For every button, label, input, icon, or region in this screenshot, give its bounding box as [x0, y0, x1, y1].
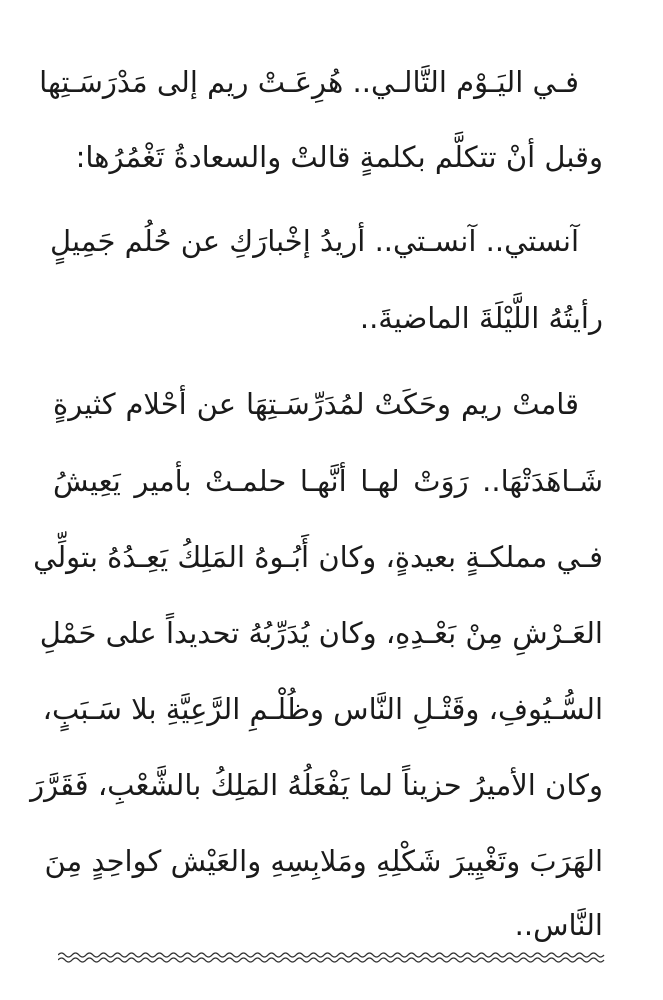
paragraph-1-line-2: وقبل أنْ تتكلَّم بكلمةٍ قالتْ والسعادةُ تَغْمُرُها: [75, 140, 603, 174]
paragraph-1-line-1: فـي اليَـوْم التَّالـي.. هُرِعَـتْ ريم إلى مَدْرَسَـتِها [39, 65, 579, 99]
paragraph-3-line-7: الهَرَبَ وتَغْيِيرَ شَكْلِهِ ومَلابِسِهِ والعَيْش كواحِدٍ مِنَ [44, 844, 603, 878]
paragraph-3-line-1: قامتْ ريم وحَكَتْ لمُدَرِّسَـتِهَا عن أحْلام كثيرةٍ [53, 387, 579, 421]
paragraph-3-line-4: العَـرْشِ مِنْ بَعْـدِهِ، وكان يُدَرِّبُهُ تحديداً على حَمْلِ [39, 616, 603, 650]
paragraph-3-line-5: السُّـيُوفِ، وقَتْـلِ النَّاس وظُلْـمِ الرَّعِيَّةِ بلا سَـبَبٍ، [42, 692, 603, 726]
wavy-divider-line-top [58, 953, 604, 957]
paragraph-3-line-6: وكان الأميرُ حزيناً لما يَفْعَلُهُ المَلِكُ بالشَّعْبِ، فَقَرَّرَ [30, 768, 603, 802]
paragraph-3-line-3: فـي مملكـةٍ بعيدةٍ، وكان أَبُـوهُ المَلِكُ يَعِـدُهُ بتولِّي [33, 540, 603, 574]
paragraph-3-line-2: شَـاهَدَتْهَا.. رَوَتْ لهـا أنَّهـا حلمـتْ بأمير يَعِيشُ [53, 464, 603, 498]
wavy-divider [58, 950, 606, 964]
paragraph-2-line-1: آنستي.. آنسـتي.. أريدُ إخْبارَكِ عن حُلُم جَمِيلٍ [50, 224, 579, 258]
paragraph-2-line-2: رأيتُهُ اللَّيْلَةَ الماضيةَ.. [359, 301, 603, 335]
wavy-divider-line-bottom [58, 958, 604, 962]
paragraph-3-line-8: النَّاس.. [514, 908, 603, 942]
